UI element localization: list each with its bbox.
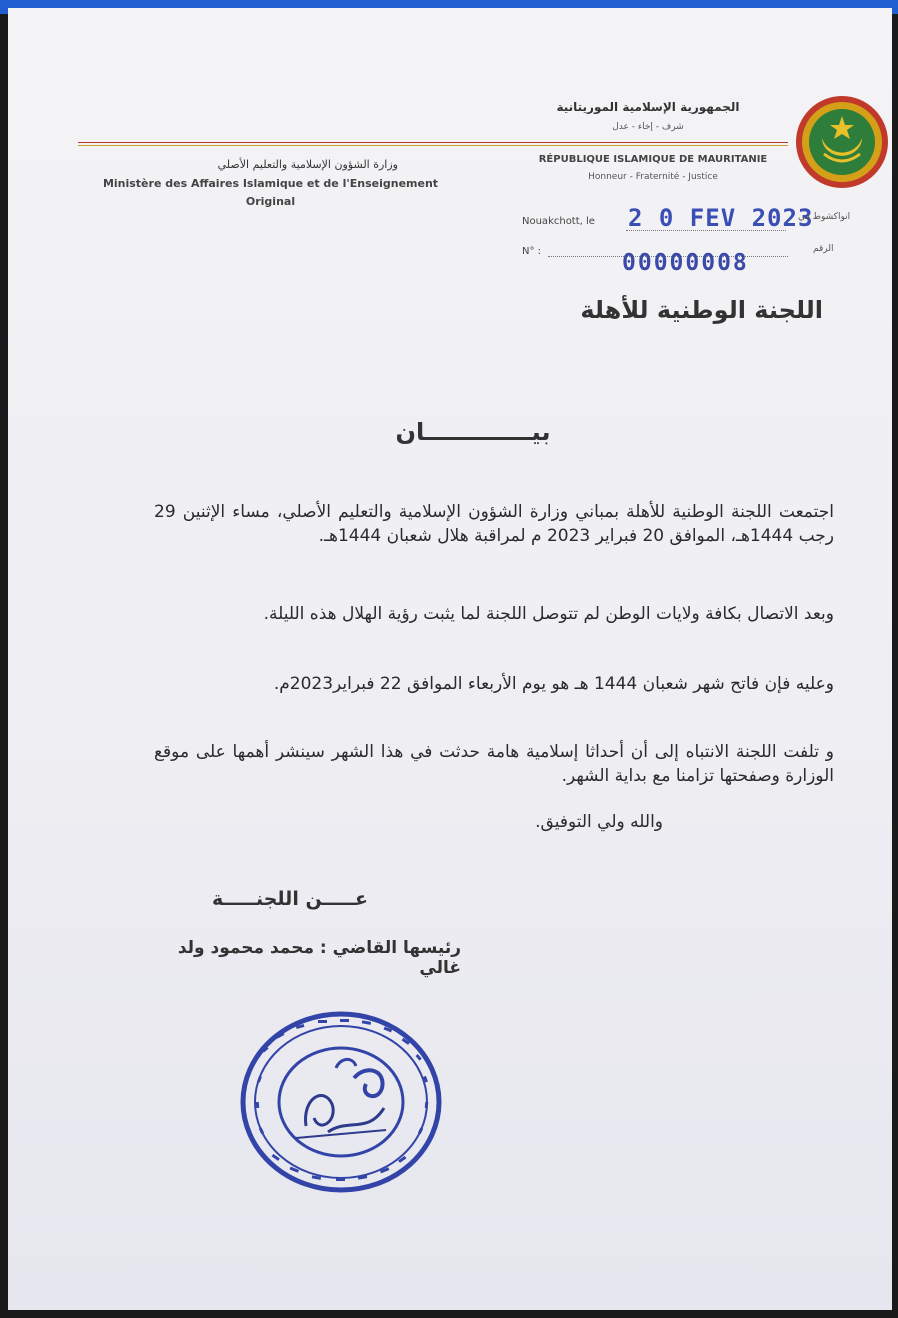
document-page: [8, 8, 892, 1310]
date-stamp: 2 0 FEV 2023: [628, 204, 814, 232]
header-motto-french: Honneur - Fraternité - Justice: [588, 172, 718, 182]
on-behalf-label: عـــــن اللجنـــــة: [211, 888, 368, 910]
closing-line: والله ولي التوفيق.: [535, 812, 663, 832]
header-motto-arabic: شرف - إخاء - عدل: [612, 122, 684, 132]
paragraph-start-date: وعليه فإن فاتح شهر شعبان 1444 هـ هو يوم الأربعاء الموافق 22 فبراير2023م.: [273, 674, 834, 694]
national-seal-icon: [794, 94, 890, 190]
header-rule-gold: [78, 145, 788, 146]
ministry-french-line2: Original: [245, 195, 296, 208]
paragraph-meeting: اجتمعت اللجنة الوطنية للأهلة بمباني وزارة الشؤون الإسلامية والتعليم الأصلي، مساء الإثنين 29 رجب 1444هـ، الموافق 20 فبراير 2023 م لمراقبة هلال شعبان 1444هـ.: [154, 502, 834, 546]
reference-number: 00000008: [622, 250, 749, 276]
number-label-french: N° :: [522, 246, 542, 257]
chair-name: رئيسها القاضي : محمد محمود ولد غالي: [177, 938, 461, 978]
paragraph-notice: و تلفت اللجنة الانتباه إلى أن أحداثا إسلامية هامة حدثت في هذا الشهر سينشر أهمها على موقع الوزارة وصفحتها تزامنا مع بداية الشهر.: [154, 742, 834, 786]
date-label-arabic: انواكشوط في: [798, 212, 851, 222]
document-title: بيـــــــــــــان: [395, 418, 551, 446]
number-label-arabic: الرقم: [813, 244, 834, 254]
header-rule-red: [78, 142, 788, 143]
header-republic-arabic: الجمهورية الإسلامية الموريتانية: [556, 100, 740, 114]
ministry-arabic: وزارة الشؤون الإسلامية والتعليم الأصلي: [217, 158, 398, 171]
ministry-stamp-icon: [236, 1008, 446, 1198]
ministry-french-line1: Ministère des Affaires Islamique et de l'Enseignement: [102, 177, 439, 190]
paragraph-no-sighting: وبعد الاتصال بكافة ولايات الوطن لم تتوصل اللجنة لما يثبت رؤية الهلال هذه الليلة.: [263, 604, 834, 624]
date-label-french: Nouakchott, le: [522, 216, 595, 227]
committee-title: اللجنة الوطنية للأهلة: [580, 296, 823, 324]
header-republic-french: RÉPUBLIQUE ISLAMIQUE DE MAURITANIE: [538, 154, 768, 165]
